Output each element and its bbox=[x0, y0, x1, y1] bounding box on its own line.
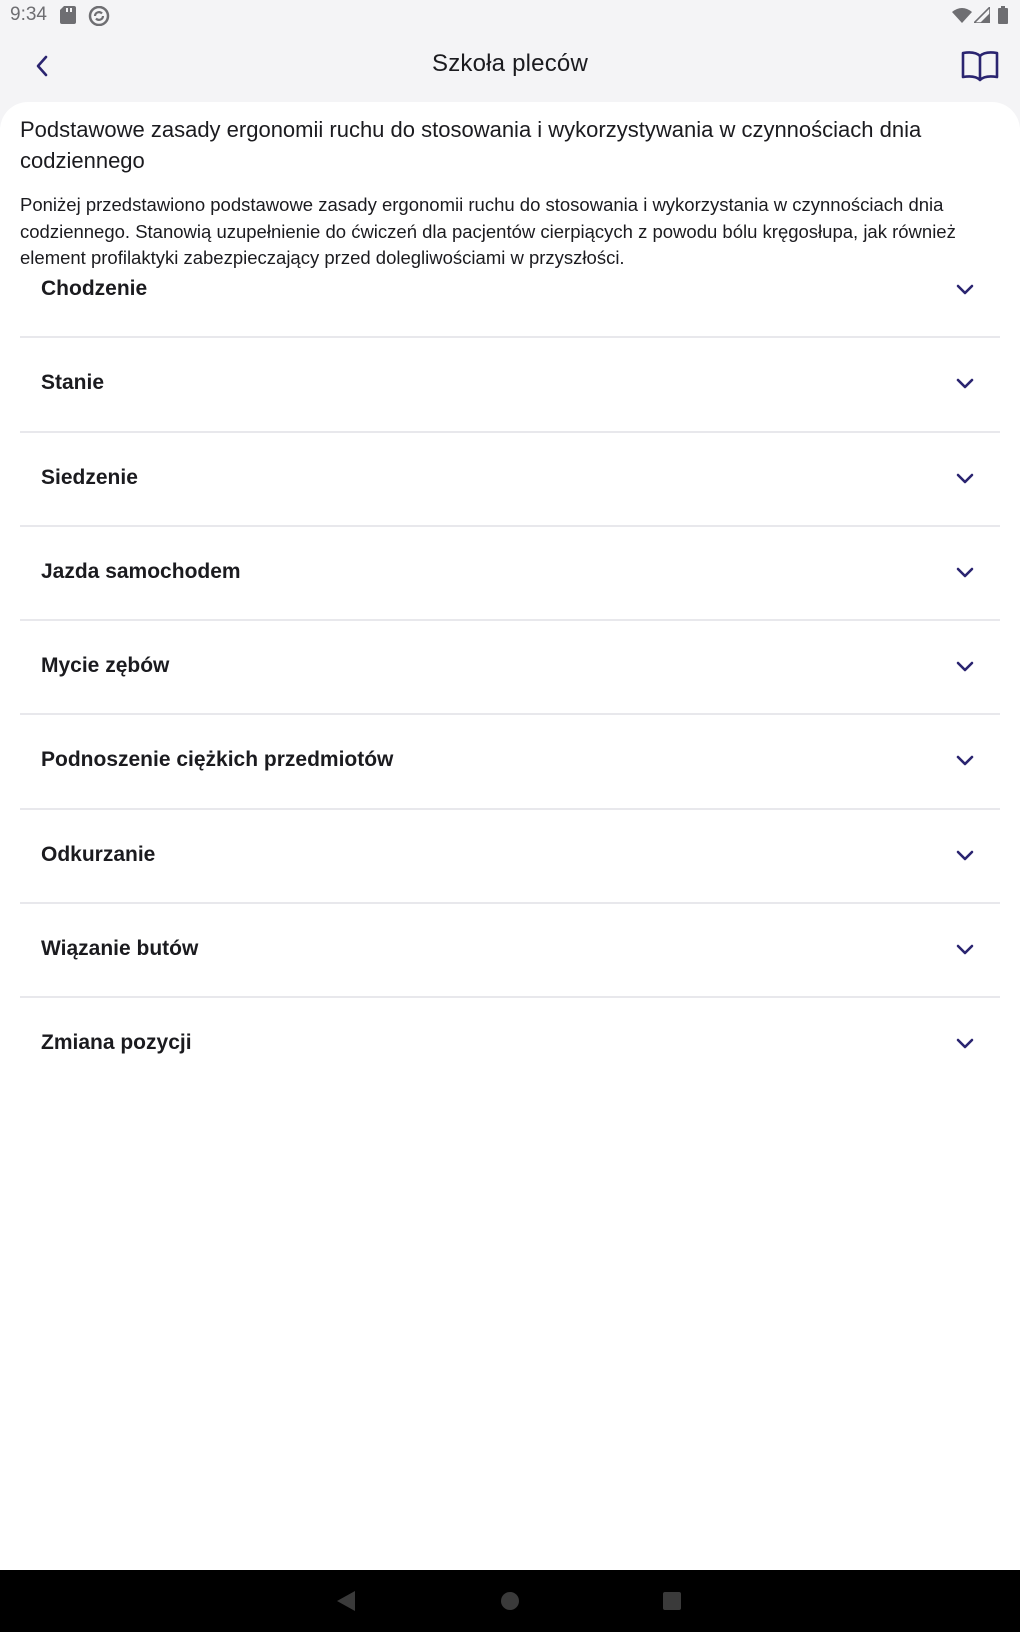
accordion-label: Wiązanie butów bbox=[41, 937, 199, 961]
accordion-label: Odkurzanie bbox=[41, 842, 156, 866]
accordion-item-odkurzanie[interactable] bbox=[20, 810, 1000, 904]
accordion-list bbox=[20, 244, 1000, 1093]
app-bar bbox=[0, 30, 1020, 102]
chevron-down-icon bbox=[956, 755, 974, 767]
content-sheet bbox=[0, 102, 1020, 1570]
nav-recents-button[interactable] bbox=[652, 1581, 692, 1621]
accordion-label: Siedzenie bbox=[41, 465, 138, 489]
accordion-item-stanie[interactable] bbox=[20, 338, 1000, 432]
status-time: 9:34 bbox=[10, 4, 47, 25]
chevron-down-icon bbox=[956, 661, 974, 673]
intro-title: Podstawowe zasady ergonomii ruchu do stosowania i wykorzystywania w czynnościach dnia codziennego bbox=[20, 117, 922, 173]
wifi-icon bbox=[952, 7, 972, 28]
intro-body: Poniżej przedstawiono podstawowe zasady ergonomii ruchu do stosowania i wykorzystania w czynnościach dnia codziennego. Stanowią uzupełnienie do ćwiczeń dla pacjentów cierpiących z powodu bólu kręgosłupa, jak również element profilaktyki zabezpieczający przed dolegliwościami w przyszłości. bbox=[20, 194, 956, 268]
accordion-label: Podnoszenie ciężkich przedmiotów bbox=[41, 748, 394, 772]
book-button[interactable] bbox=[956, 42, 1004, 90]
accordion-item-zmiana-pozycji[interactable] bbox=[20, 998, 1000, 1092]
page-title: Szkoła pleców bbox=[431, 50, 588, 77]
system-nav-bar bbox=[0, 1570, 1020, 1632]
accordion-item-wiazanie-butow[interactable] bbox=[20, 904, 1000, 998]
accordion-label: Jazda samochodem bbox=[41, 559, 241, 583]
signal-icon bbox=[974, 7, 990, 28]
chevron-down-icon bbox=[956, 944, 974, 956]
home-circle-icon bbox=[499, 1590, 521, 1612]
battery-icon bbox=[998, 6, 1008, 29]
accordion-item-mycie-zebow[interactable] bbox=[20, 621, 1000, 715]
accordion-item-jazda-samochodem[interactable] bbox=[20, 527, 1000, 621]
book-icon bbox=[961, 50, 999, 82]
nav-back-button[interactable] bbox=[326, 1581, 366, 1621]
accordion-label: Chodzenie bbox=[41, 277, 148, 300]
chevron-down-icon bbox=[956, 1038, 974, 1050]
sd-card-icon bbox=[60, 6, 76, 29]
accordion-item-siedzenie[interactable] bbox=[20, 433, 1000, 527]
accordion-label: Zmiana pozycji bbox=[41, 1031, 192, 1055]
chevron-down-icon bbox=[956, 378, 974, 390]
chevron-down-icon bbox=[956, 567, 974, 579]
chevron-down-icon bbox=[956, 473, 974, 485]
chevron-down-icon bbox=[956, 284, 974, 296]
nav-home-button[interactable] bbox=[490, 1581, 530, 1621]
sync-icon bbox=[88, 6, 110, 31]
chevron-down-icon bbox=[956, 850, 974, 862]
back-triangle-icon bbox=[335, 1589, 357, 1613]
accordion-label: Mycie zębów bbox=[41, 654, 170, 678]
accordion-label: Stanie bbox=[41, 371, 105, 395]
recents-square-icon bbox=[661, 1590, 683, 1612]
accordion-item-podnoszenie[interactable] bbox=[20, 715, 1000, 809]
accordion-item-chodzenie[interactable] bbox=[20, 244, 1000, 338]
status-bar bbox=[0, 0, 1020, 30]
